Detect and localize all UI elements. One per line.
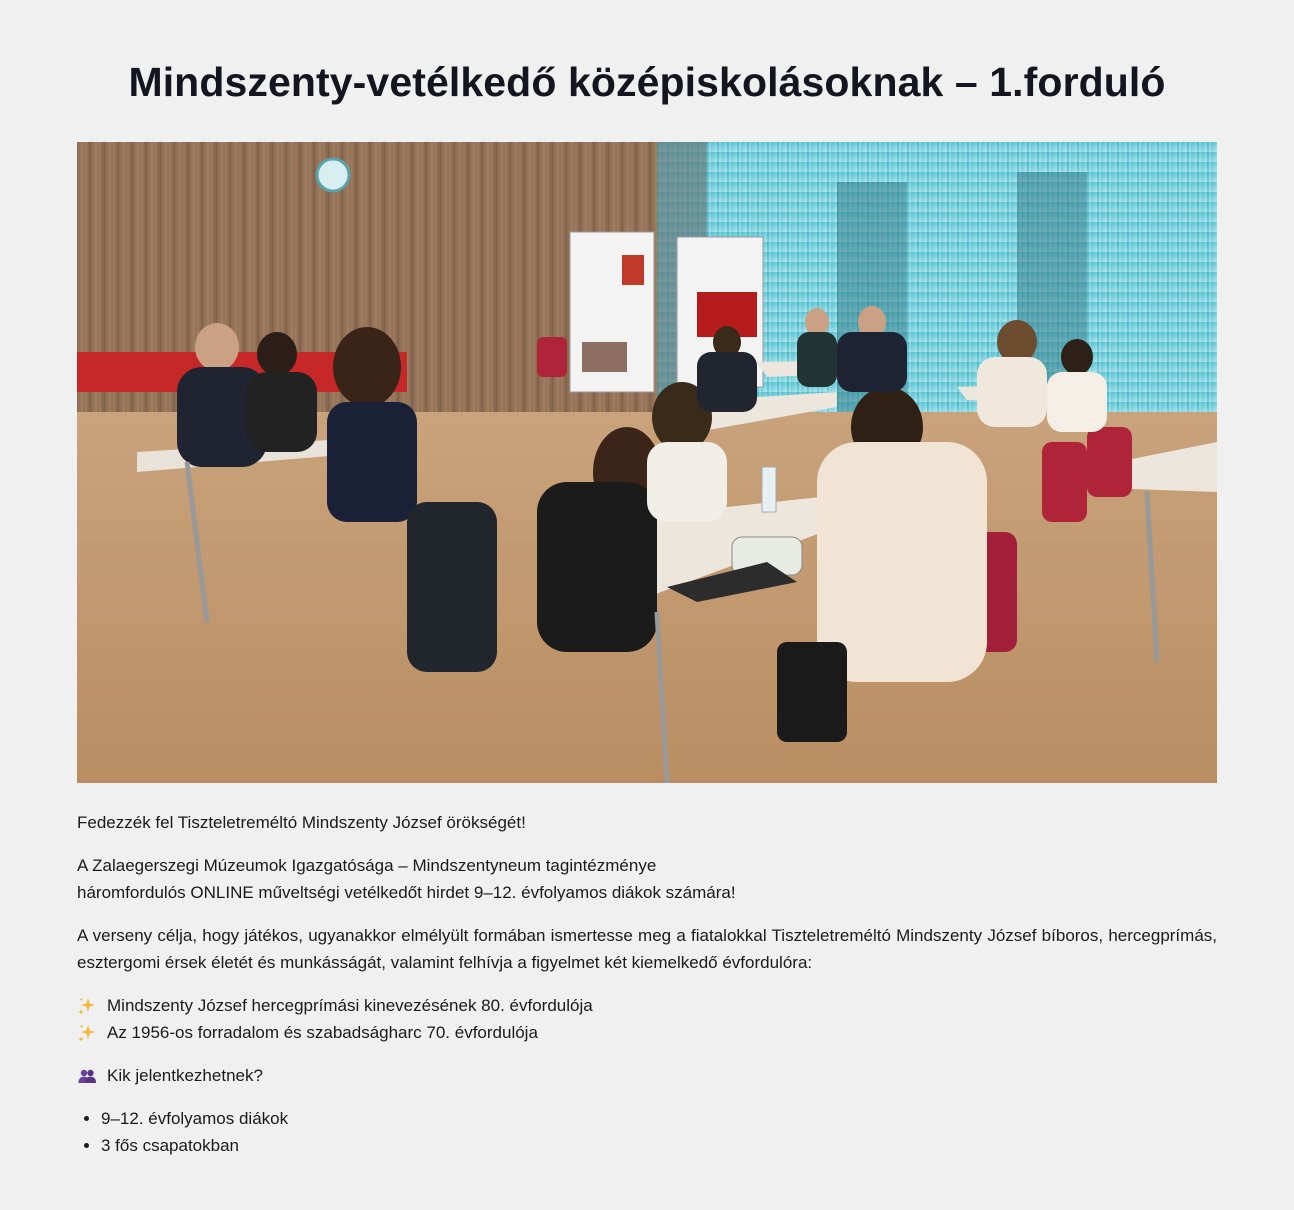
hero-photo [77, 142, 1217, 783]
announcement-line-1: A Zalaegerszegi Múzeumok Igazgatósága – Mindszentyneum tagintézménye [77, 856, 657, 875]
sparkles-icon [77, 1023, 97, 1043]
anniversaries [77, 992, 1217, 1046]
anniversary-text: Mindszenty József hercegprímási kinevezésének 80. évfordulója [107, 996, 593, 1015]
anniversary-item [77, 1019, 1217, 1046]
who-heading-text: Kik jelentkezhetnek? [107, 1066, 263, 1085]
announcement-line-2: háromfordulós ONLINE műveltségi vetélkedőt hirdet 9–12. évfolyamos diákok számára! [77, 883, 736, 902]
who-heading [77, 1062, 1217, 1089]
article-body [77, 809, 1217, 1159]
anniversary-text: Az 1956-os forradalom és szabadságharc 70. évfordulója [107, 1023, 538, 1042]
list-item: • 3 fős csapatokban [101, 1132, 1217, 1159]
goal-text: A verseny célja, hogy játékos, ugyanakkor elmélyült formában ismertesse meg a fiatalokkal Tiszteletreméltó Mindszenty József bíboros, hercegprímás, esztergomi érsek életét és munkásságát, valamint felhívja a figyelmet két kiemelkedő évfordulóra: [77, 926, 1217, 972]
intro-text: Fedezzék fel Tiszteletreméltó Mindszenty József örökségét! [77, 813, 526, 832]
article [77, 0, 1217, 1159]
sparkles-icon [77, 996, 97, 1016]
requirements-list [77, 1105, 1217, 1159]
announcement [77, 852, 1217, 906]
anniversary-item [77, 992, 1217, 1019]
list-item: • 9–12. évfolyamos diákok [101, 1105, 1217, 1132]
people-icon [77, 1066, 97, 1086]
page-title: Mindszenty-vetélkedő középiskolásoknak – 1.forduló [128, 59, 1166, 105]
